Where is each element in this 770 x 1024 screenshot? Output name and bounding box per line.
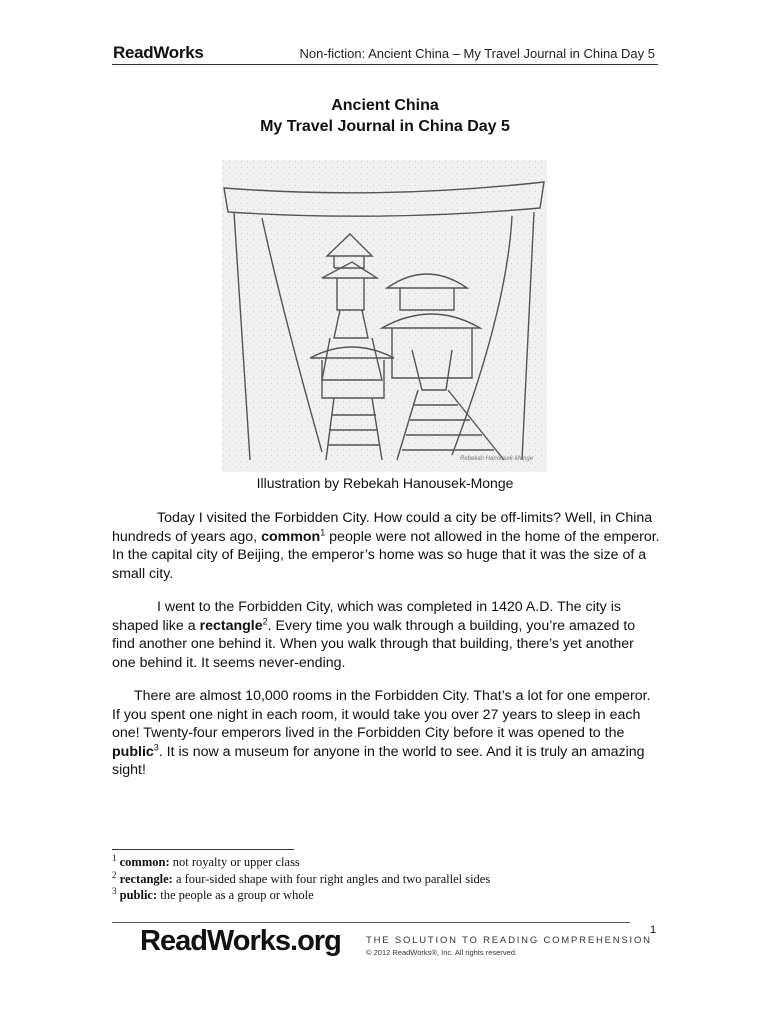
header-rule bbox=[112, 64, 658, 65]
footer-copyright: © 2012 ReadWorks®, Inc. All rights reserved. bbox=[366, 948, 517, 957]
illustration-caption: Illustration by Rebekah Hanousek-Monge bbox=[256, 475, 514, 491]
forbidden-city-illustration bbox=[222, 160, 547, 472]
vocab-term-rectangle: rectangle bbox=[199, 617, 263, 634]
paragraph-2-text-a: I went to the Forbidden City, which was completed in 1420 A.D. The city is shaped like a bbox=[112, 599, 621, 634]
paragraph-2-text-b: . Every time you walk through a building, you’re amazed to find another one behind it. When you walk through that building, there’s yet another one behind it. It seems never-ending. bbox=[112, 617, 636, 671]
paragraph-3-text-b: . It is now a museum for anyone in the world to see. And it is truly an amazing sight! bbox=[112, 743, 645, 778]
paragraph-2 bbox=[112, 598, 660, 672]
footnote-ref-1: 1 bbox=[320, 526, 326, 537]
title-line-1: Ancient China bbox=[331, 97, 439, 114]
footnote-1: $^1$ common: not royalty or upper class bbox=[112, 852, 300, 869]
footnote-2: $^2$ rectangle: a four-sided shape with four right angles and two parallel sides bbox=[112, 869, 491, 886]
paragraph-3 bbox=[112, 687, 660, 780]
svg-text:Rebekah Hanousek-Monge: Rebekah Hanousek-Monge bbox=[460, 456, 534, 462]
header-brand: ReadWorks bbox=[113, 43, 204, 62]
page-title bbox=[0, 95, 770, 137]
title-line-2: My Travel Journal in China Day 5 bbox=[260, 118, 510, 135]
footnotes bbox=[112, 854, 672, 904]
footer-logo: ReadWorks.org bbox=[140, 925, 341, 957]
vocab-term-common: common bbox=[261, 528, 321, 545]
paragraph-1-text-a: Today I visited the Forbidden City. How could a city be off-limits? Well, in China hundreds of years ago, bbox=[112, 510, 653, 545]
page-number: 1 bbox=[650, 924, 657, 936]
footnote-ref-2: 2 bbox=[262, 615, 268, 626]
header-subtitle: Non-fiction: Ancient China – My Travel Journal in China Day 5 bbox=[299, 46, 655, 61]
footer-tagline: THE SOLUTION TO READING COMPREHENSION bbox=[366, 935, 652, 946]
vocab-term-public: public bbox=[112, 743, 154, 760]
paragraph-1-text-b: people were not allowed in the home of the emperor. In the capital city of Beijing, the emperor’s home was so huge that it was the size of a small city. bbox=[112, 528, 660, 582]
footnote-rule bbox=[112, 849, 294, 850]
footer-rule bbox=[112, 922, 630, 923]
paragraph-1 bbox=[112, 509, 660, 583]
footnote-3: $^3$ public: the people as a group or whole bbox=[112, 885, 314, 902]
paragraph-3-text-a: There are almost 10,000 rooms in the Forbidden City. That’s a lot for one emperor. If you spent one night in each room, it would take you over 27 years to sleep in each one! Twenty-four emperors lived in the Forbidden City before it was opened to the bbox=[112, 688, 651, 741]
footnote-ref-3: 3 bbox=[153, 741, 159, 752]
